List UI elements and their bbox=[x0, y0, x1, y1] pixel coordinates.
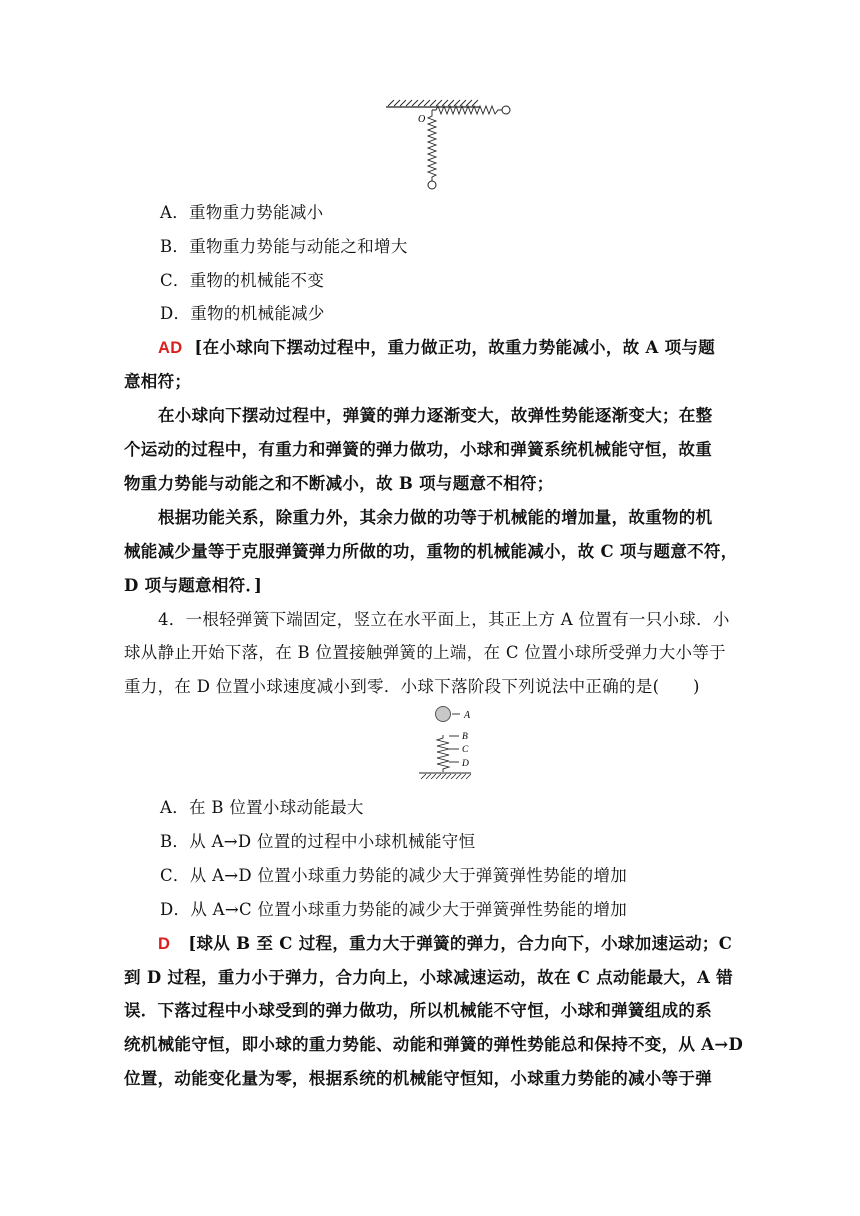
label-a: A bbox=[464, 710, 471, 721]
q3-answer-key: AD bbox=[158, 339, 183, 357]
label-d: D bbox=[462, 759, 469, 769]
q4-answer-line-4: 统机械能守恒，即小球的重力势能、动能和弹簧的弹性势能总和保持不变，从 A→D bbox=[124, 1035, 744, 1054]
q3-answer-line-6: 根据功能关系，除重力外，其余力做的功等于机械能的增加量，故重物的机 bbox=[158, 508, 713, 527]
q3-answer-line-1: AD [在小球向下摆动过程中，重力做正功，故重力势能减小，故 A 项与题 bbox=[158, 338, 716, 357]
q4-answer-line-5: 位置，动能变化量为零，根据系统的机械能守恒知，小球重力势能的减小等于弹 bbox=[124, 1069, 712, 1088]
q3-answer-line-8: D 项与题意相符．] bbox=[124, 576, 263, 595]
q3-answer-line-3: 在小球向下摆动过程中，弹簧的弹力逐渐变大，故弹性势能逐渐变大；在整 bbox=[158, 406, 713, 425]
q4-option-d: D．从 A→C 位置小球重力势能的减少大于弹簧弹性势能的增加 bbox=[160, 900, 628, 919]
label-c: C bbox=[462, 745, 469, 755]
pendulum-spring-figure bbox=[380, 98, 520, 194]
q3-answer-line-5: 物重力势能与动能之和不断减小，故 B 项与题意不相符； bbox=[124, 474, 554, 493]
q3-option-c: C．重物的机械能不变 bbox=[160, 271, 325, 290]
q3-option-d: D．重物的机械能减少 bbox=[160, 304, 325, 323]
q4-stem-line-3: 重力，在 D 位置小球速度减小到零．小球下落阶段下列说法中正确的是( ) bbox=[124, 677, 700, 696]
q4-stem-line-1: 4．一根轻弹簧下端固定，竖立在水平面上，其正上方 A 位置有一只小球．小 bbox=[158, 610, 730, 629]
q3-answer-line-4: 个运动的过程中，有重力和弹簧的弹力做功，小球和弹簧系统机械能守恒，故重 bbox=[124, 440, 712, 459]
ball-spring-figure bbox=[415, 704, 495, 786]
q3-answer-line-7: 械能减少量等于克服弹簧弹力所做的功，重物的机械能减小，故 C 项与题意不符， bbox=[124, 542, 738, 561]
label-b: B bbox=[462, 732, 468, 742]
q3-option-b: B．重物重力势能与动能之和增大 bbox=[160, 237, 408, 256]
q4-option-a: A．在 B 位置小球动能最大 bbox=[160, 798, 364, 817]
q4-answer-line-2: 到 D 过程，重力小于弹力，合力向上，小球减速运动，故在 C 点动能最大，A 错 bbox=[124, 968, 733, 987]
q3-answer-line-2: 意相符； bbox=[124, 372, 192, 391]
q4-stem-line-2: 球从静止开始下落，在 B 位置接触弹簧的上端，在 C 位置小球所受弹力大小等于 bbox=[124, 643, 726, 662]
q4-option-b: B．从 A→D 位置的过程中小球机械能守恒 bbox=[160, 832, 476, 851]
pivot-label: O bbox=[418, 114, 426, 125]
q4-option-c: C．从 A→D 位置小球重力势能的减少大于弹簧弹性势能的增加 bbox=[160, 866, 628, 885]
q3-option-a: A．重物重力势能减小 bbox=[160, 203, 324, 222]
q4-answer-line-1: D [球从 B 至 C 过程，重力大于弹簧的弹力，合力向下，小球加速运动；C bbox=[158, 934, 733, 953]
q4-answer-line-3: 误．下落过程中小球受到的弹力做功，所以机械能不守恒，小球和弹簧组成的系 bbox=[124, 1001, 712, 1020]
q4-answer-key: D bbox=[158, 935, 171, 953]
